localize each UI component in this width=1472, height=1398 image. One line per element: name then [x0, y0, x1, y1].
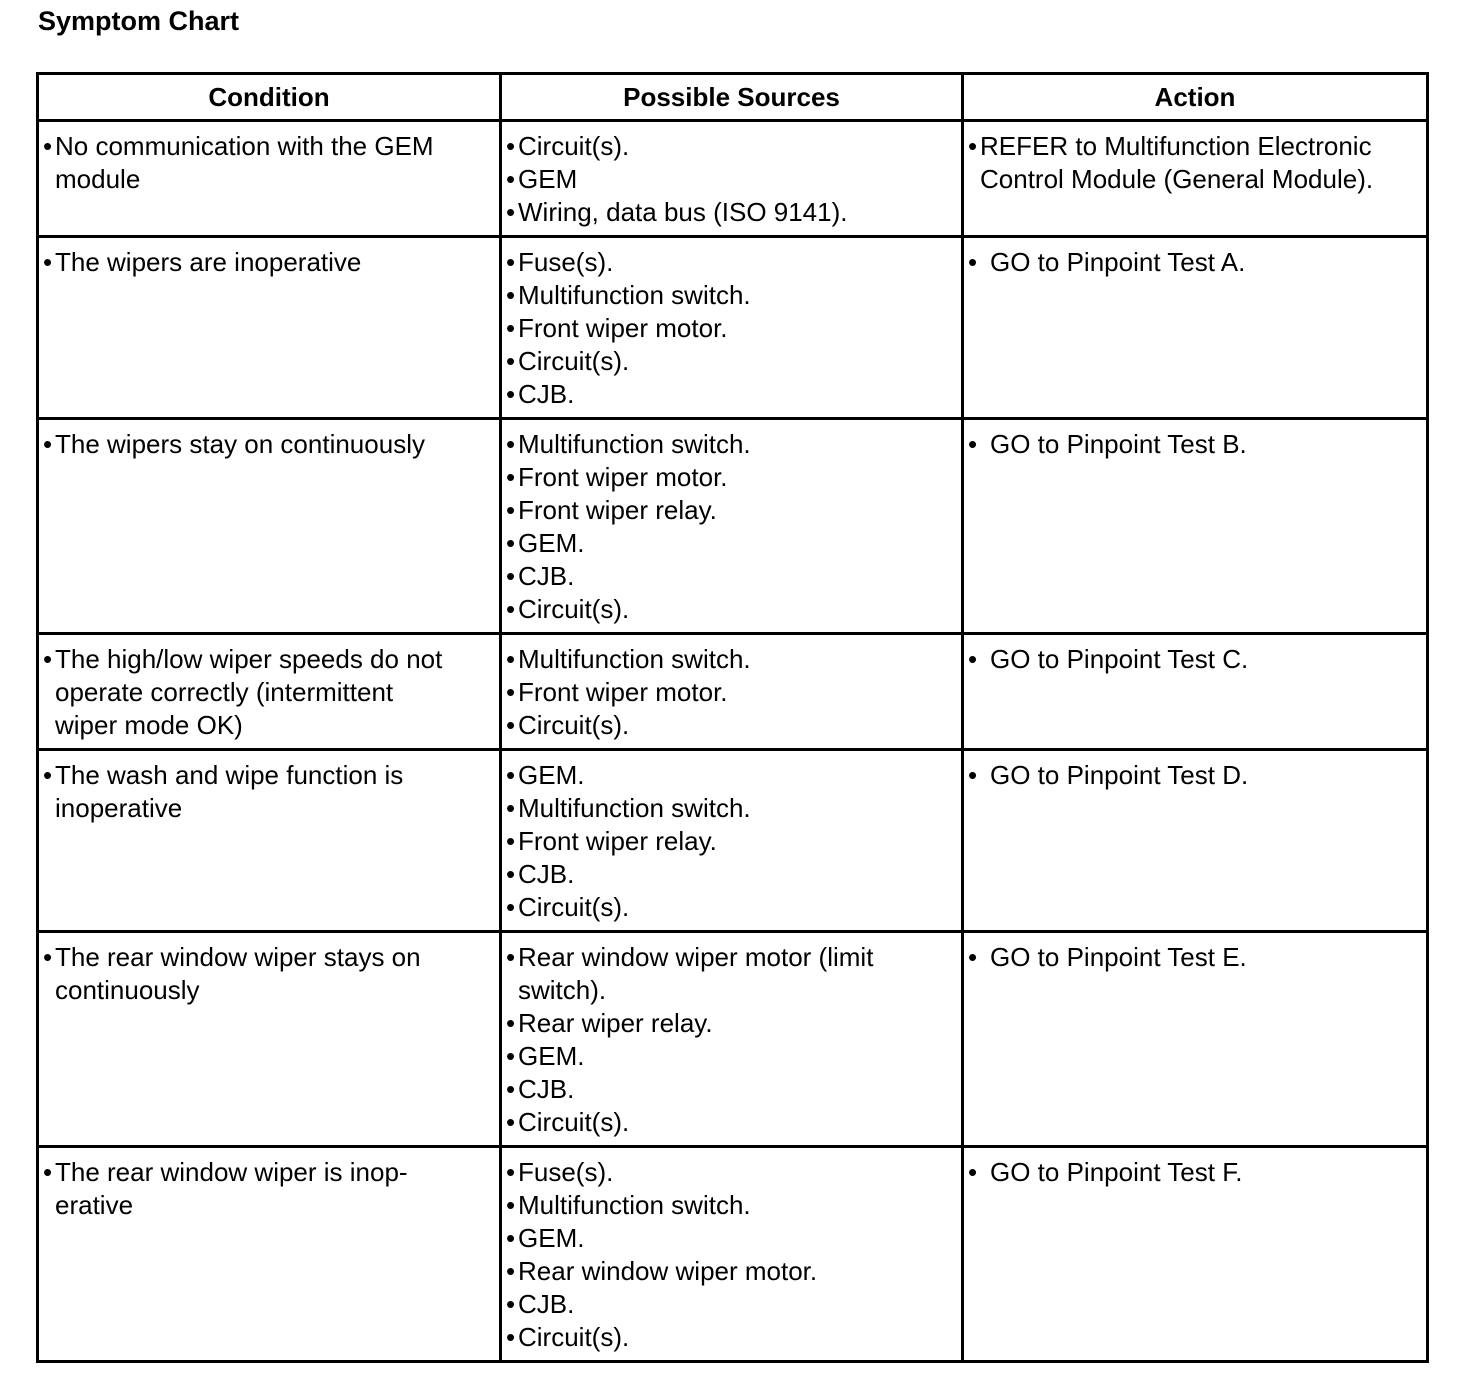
bullet-icon: • — [506, 528, 516, 558]
table-row — [38, 237, 1428, 419]
source-item: Rear wiper relay. — [518, 1008, 713, 1038]
source-item: GEM. — [518, 1223, 585, 1253]
table-row — [38, 750, 1428, 932]
source-line — [506, 709, 961, 742]
bullet-icon: • — [43, 247, 53, 277]
bullet-icon — [43, 974, 55, 1007]
bullet-icon: • — [506, 280, 516, 310]
header-action: Action — [963, 74, 1428, 121]
condition-text: module — [55, 164, 141, 194]
action-text: REFER to Multifunction Electronic — [980, 131, 1372, 161]
source-item: Circuit(s). — [518, 710, 630, 740]
condition-text: operate correctly (intermittent — [55, 677, 394, 707]
action-text: GO to Pinpoint Test E. — [990, 942, 1247, 972]
source-line — [506, 858, 961, 891]
source-item: Front wiper relay. — [518, 826, 717, 856]
bullet-icon: • — [506, 644, 516, 674]
source-item: CJB. — [518, 1289, 575, 1319]
bullet-icon: • — [506, 1074, 516, 1104]
possible-sources-cell — [501, 237, 963, 419]
condition-text: No communication with the GEM — [55, 131, 434, 161]
bullet-icon: • — [506, 1223, 516, 1253]
bullet-icon: • — [506, 710, 516, 740]
source-line — [506, 163, 961, 196]
action-line — [968, 130, 1426, 163]
bullet-icon: • — [43, 429, 53, 459]
source-line — [506, 1106, 961, 1139]
header-possible-sources: Possible Sources — [501, 74, 963, 121]
bullet-icon: • — [506, 1190, 516, 1220]
action-cell — [963, 750, 1428, 932]
source-line — [506, 196, 961, 229]
source-line — [506, 1156, 961, 1189]
bullet-icon: • — [506, 1041, 516, 1071]
bullet-icon: • — [506, 892, 516, 922]
condition-line — [43, 974, 499, 1007]
source-item: Multifunction switch. — [518, 1190, 751, 1220]
source-line — [506, 1040, 961, 1073]
bullet-icon: • — [506, 313, 516, 343]
bullet-icon: • — [506, 859, 516, 889]
source-line — [506, 941, 961, 974]
source-item: GEM. — [518, 1041, 585, 1071]
source-line — [506, 1255, 961, 1288]
possible-sources-cell — [501, 121, 963, 237]
bullet-icon: • — [43, 760, 53, 790]
action-text: GO to Pinpoint Test D. — [990, 760, 1249, 790]
source-item: Front wiper motor. — [518, 462, 728, 492]
bullet-icon: • — [506, 793, 516, 823]
bullet-icon — [968, 163, 980, 196]
action-text: GO to Pinpoint Test F. — [990, 1157, 1243, 1187]
source-line — [506, 1288, 961, 1321]
bullet-icon: • — [43, 1157, 53, 1187]
source-line — [506, 1189, 961, 1222]
action-cell — [963, 1147, 1428, 1362]
bullet-icon — [43, 792, 55, 825]
condition-line — [43, 709, 499, 742]
source-line — [506, 1073, 961, 1106]
possible-sources-cell — [501, 932, 963, 1147]
bullet-icon: • — [43, 644, 53, 674]
source-item: Multifunction switch. — [518, 280, 751, 310]
source-item: Multifunction switch. — [518, 429, 751, 459]
source-line — [506, 312, 961, 345]
possible-sources-cell — [501, 750, 963, 932]
bullet-icon: • — [506, 346, 516, 376]
table-row — [38, 932, 1428, 1147]
condition-line — [43, 1156, 499, 1189]
condition-text: The rear window wiper stays on — [55, 942, 421, 972]
source-item: Rear window wiper motor. — [518, 1256, 818, 1286]
condition-line — [43, 792, 499, 825]
bullet-icon: • — [506, 561, 516, 591]
source-item: Rear window wiper motor (limit — [518, 942, 874, 972]
bullet-icon: • — [506, 1008, 516, 1038]
source-line — [506, 428, 961, 461]
bullet-icon: • — [506, 164, 516, 194]
bullet-icon: • — [968, 131, 978, 161]
bullet-icon: • — [43, 942, 53, 972]
source-line — [506, 461, 961, 494]
bullet-icon: • — [968, 760, 978, 790]
possible-sources-cell — [501, 419, 963, 634]
source-line — [506, 246, 961, 279]
source-item: GEM. — [518, 760, 585, 790]
action-text: GO to Pinpoint Test A. — [990, 247, 1246, 277]
bullet-icon: • — [506, 826, 516, 856]
source-line — [506, 792, 961, 825]
source-item: Fuse(s). — [518, 247, 614, 277]
bullet-icon — [43, 163, 55, 196]
bullet-icon: • — [506, 1322, 516, 1352]
source-line — [506, 527, 961, 560]
source-item: switch). — [518, 975, 607, 1005]
action-cell — [963, 121, 1428, 237]
symptom-chart-table — [36, 72, 1429, 1363]
condition-cell — [38, 121, 501, 237]
condition-cell — [38, 1147, 501, 1362]
source-item: Circuit(s). — [518, 346, 630, 376]
source-item: CJB. — [518, 379, 575, 409]
action-cell — [963, 237, 1428, 419]
condition-cell — [38, 419, 501, 634]
table-body — [38, 121, 1428, 1362]
source-line — [506, 759, 961, 792]
source-item: Circuit(s). — [518, 594, 630, 624]
source-item: Multifunction switch. — [518, 644, 751, 674]
source-line — [506, 1321, 961, 1354]
condition-text: The rear window wiper is inop- — [55, 1157, 408, 1187]
source-line — [506, 279, 961, 312]
possible-sources-cell — [501, 634, 963, 750]
action-text: Control Module (General Module). — [980, 164, 1374, 194]
bullet-icon: • — [968, 644, 978, 674]
condition-text: continuously — [55, 975, 200, 1005]
source-line — [506, 974, 961, 1007]
source-line — [506, 560, 961, 593]
condition-text: The wipers are inoperative — [55, 247, 362, 277]
bullet-icon: • — [506, 379, 516, 409]
bullet-icon: • — [506, 429, 516, 459]
bullet-icon: • — [506, 247, 516, 277]
condition-cell — [38, 932, 501, 1147]
source-line — [506, 494, 961, 527]
source-line — [506, 345, 961, 378]
action-cell — [963, 932, 1428, 1147]
action-text: GO to Pinpoint Test B. — [990, 429, 1247, 459]
action-line — [968, 643, 1426, 676]
bullet-icon: • — [506, 462, 516, 492]
condition-line — [43, 428, 499, 461]
source-item: CJB. — [518, 561, 575, 591]
source-line — [506, 676, 961, 709]
source-line — [506, 1007, 961, 1040]
action-line — [968, 428, 1426, 461]
bullet-icon: • — [506, 131, 516, 161]
condition-line — [43, 246, 499, 279]
action-cell — [963, 634, 1428, 750]
source-item: Front wiper motor. — [518, 313, 728, 343]
bullet-icon — [43, 1189, 55, 1222]
source-item: CJB. — [518, 859, 575, 889]
condition-line — [43, 941, 499, 974]
condition-line — [43, 163, 499, 196]
source-item: Front wiper relay. — [518, 495, 717, 525]
bullet-icon: • — [506, 1256, 516, 1286]
condition-line — [43, 643, 499, 676]
condition-cell — [38, 237, 501, 419]
source-line — [506, 825, 961, 858]
condition-text: wiper mode OK) — [55, 710, 243, 740]
bullet-icon: • — [506, 760, 516, 790]
source-line — [506, 1222, 961, 1255]
source-item: Front wiper motor. — [518, 677, 728, 707]
source-line — [506, 593, 961, 626]
bullet-icon: • — [506, 197, 516, 227]
bullet-icon: • — [968, 942, 978, 972]
bullet-icon: • — [506, 677, 516, 707]
condition-cell — [38, 750, 501, 932]
source-item: Circuit(s). — [518, 1322, 630, 1352]
condition-text: The wash and wipe function is — [55, 760, 404, 790]
bullet-icon: • — [968, 247, 978, 277]
bullet-icon: • — [506, 1157, 516, 1187]
bullet-icon: • — [506, 1289, 516, 1319]
action-line — [968, 941, 1426, 974]
bullet-icon: • — [506, 594, 516, 624]
condition-text: The wipers stay on continuously — [55, 429, 425, 459]
source-item: CJB. — [518, 1074, 575, 1104]
source-line — [506, 378, 961, 411]
action-cell — [963, 419, 1428, 634]
condition-line — [43, 1189, 499, 1222]
condition-cell — [38, 634, 501, 750]
header-condition: Condition — [38, 74, 501, 121]
source-item: Circuit(s). — [518, 892, 630, 922]
bullet-icon: • — [506, 495, 516, 525]
source-item: Wiring, data bus (ISO 9141). — [518, 197, 848, 227]
action-text: GO to Pinpoint Test C. — [990, 644, 1249, 674]
table-row — [38, 419, 1428, 634]
condition-line — [43, 759, 499, 792]
action-line — [968, 1156, 1426, 1189]
source-item: Multifunction switch. — [518, 793, 751, 823]
bullet-icon: • — [506, 942, 516, 972]
condition-line — [43, 130, 499, 163]
possible-sources-cell — [501, 1147, 963, 1362]
action-line — [968, 246, 1426, 279]
bullet-icon: • — [506, 1107, 516, 1137]
source-line — [506, 643, 961, 676]
source-item: GEM. — [518, 528, 585, 558]
condition-text: erative — [55, 1190, 134, 1220]
condition-line — [43, 676, 499, 709]
action-line — [968, 759, 1426, 792]
header-row — [38, 74, 1428, 121]
source-item: Circuit(s). — [518, 131, 630, 161]
source-item: Fuse(s). — [518, 1157, 614, 1187]
table-row — [38, 634, 1428, 750]
page-title: Symptom Chart — [38, 6, 240, 36]
condition-text: inoperative — [55, 793, 183, 823]
source-line — [506, 891, 961, 924]
condition-text: The high/low wiper speeds do not — [55, 644, 443, 674]
table-row — [38, 1147, 1428, 1362]
bullet-icon: • — [43, 131, 53, 161]
table-row — [38, 121, 1428, 237]
source-item: GEM — [518, 164, 578, 194]
bullet-icon: • — [968, 429, 978, 459]
action-line — [968, 163, 1426, 196]
source-line — [506, 130, 961, 163]
source-item: Circuit(s). — [518, 1107, 630, 1137]
bullet-icon — [43, 676, 55, 709]
bullet-icon — [506, 974, 518, 1007]
bullet-icon — [43, 709, 55, 742]
bullet-icon: • — [968, 1157, 978, 1187]
